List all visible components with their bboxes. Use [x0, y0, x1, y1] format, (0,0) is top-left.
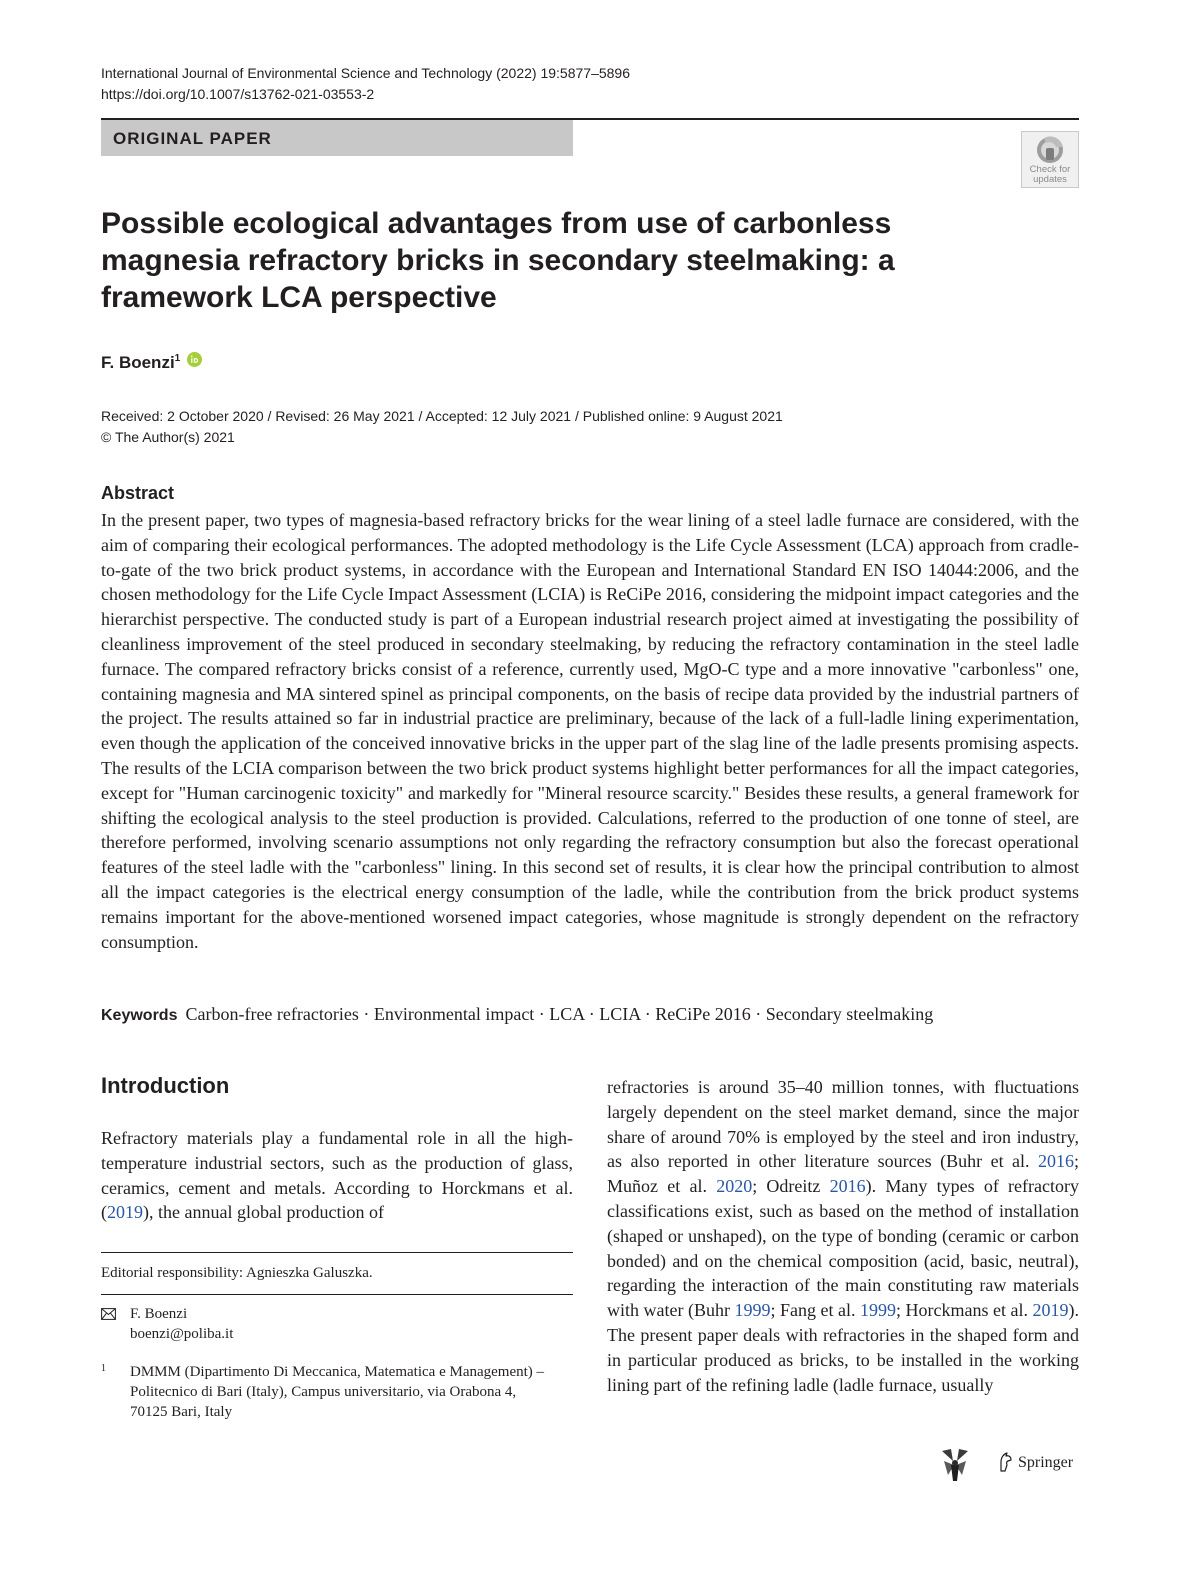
author-name[interactable]: F. Boenzi — [101, 353, 175, 372]
introduction-right-column — [607, 1075, 1079, 1397]
footnote-divider — [101, 1294, 573, 1295]
citation-link[interactable]: 2019 — [1032, 1300, 1069, 1321]
citation-link[interactable]: 2019 — [107, 1202, 143, 1223]
check-updates-text: Check for updates — [1029, 164, 1071, 185]
intro-text-segment: ; Fang et al. — [770, 1300, 861, 1321]
introduction-left-column — [101, 1126, 573, 1225]
abstract-heading: Abstract — [101, 483, 175, 503]
abstract-text: In the present paper, two types of magnesia-based refractory bricks for the wear lining of a steel ladle furnace are considered, with the aim of comparing their ecological performances. The adopted methodology is the Life Cycle Assessment (LCA) approach from cradle-to-gate of the two brick product systems, in accordance with the European and International Standard EN ISO 14044:2006, and the chosen methodology for the Life Cycle Impact Assessment (LCIA) is ReCiPe 2016, considering the midpoint impact categories and the hierarchist perspective. The conducted study is part of a European industrial research project aimed at investigating the possibility of cleanliness improvement of the steel produced in secondary steelmaking, by reducing the refractory contamination in the steel ladle furnace. The compared refractory bricks consist of a reference, currently used, MgO-C type and a more innovative "carbonless" one, containing magnesia and MA sintered spinel as principal components, on the basis of recipe data provided by the industrial partners of the project. The results attained so far in industrial practice are preliminary, because of the lack of a full-ladle lining experimentation, even though the application of the conceived innovative bricks in the upper part of the slag line of the ladle presents promising aspects. The results of the LCIA comparison between the two brick product systems highlight better performances for all the impact categories, except for "Human carcinogenic toxicity" and markedly for "Mineral resource scarcity." Besides these results, a general framework for shifting the ecological analysis to the steel production is provided. Calculations, referred to the production of one tonne of steel, are therefore performed, involving scenario assumptions not only regarding the refractory consumption but also the forecast operational features of the steel ladle with the "carbonless" lining. In this second set of results, it is clear how the principal contribution to almost all the impact categories is the electrical energy consumption of the ladle, while the contribution from the brick product systems remains important for the above-mentioned worsened impact categories, whose magnitude is strongly dependent on the refractory consumption. — [101, 510, 1079, 952]
keywords-section — [101, 1002, 1079, 1028]
footnote-divider — [101, 1252, 573, 1253]
journal-emblem-icon — [940, 1445, 970, 1485]
journal-header — [101, 63, 630, 105]
citation-link[interactable]: 2016 — [1037, 1151, 1074, 1172]
citation-link[interactable]: 2016 — [829, 1176, 866, 1197]
check-updates-icon — [1035, 135, 1065, 165]
envelope-icon — [101, 1308, 116, 1320]
copyright-notice: © The Author(s) 2021 — [101, 429, 235, 445]
contact-name: F. Boenzi — [130, 1306, 188, 1322]
intro-text-segment: ). The present paper deals with refractories in the shaped form and in particular produced as bricks, to be installed in the working lining part of the refining ladle (ladle furnace, usually — [607, 1300, 1080, 1395]
citation-link[interactable]: 1999 — [734, 1300, 771, 1321]
check-for-updates-badge[interactable] — [1021, 131, 1079, 188]
doi-link[interactable]: https://doi.org/10.1007/s13762-021-03553-2 — [101, 86, 375, 102]
intro-text-segment: ; Muñoz et al. — [607, 1151, 1079, 1197]
intro-text-segment: refractories is around 35–40 million tonnes, with fluctuations largely dependent on the steel market demand, since the major share of around 70% is employed by the steel and iron industry, as also reported in other literature sources (Buhr et al. — [607, 1077, 1079, 1172]
contact-email[interactable]: boenzi@poliba.it — [130, 1326, 234, 1342]
publisher-logos — [940, 1445, 1080, 1485]
affiliation-text: DMMM (Dipartimento Di Meccanica, Matematica e Management) – Politecnico di Bari (Italy), Campus universitario, via Orabona 4, 70125 Bari, Italy — [130, 1364, 545, 1420]
keywords-list: Carbon-free refractories · Environmental impact · LCA · LCIA · ReCiPe 2016 · Secondary steelmaking — [185, 1004, 934, 1024]
intro-text-segment: ). Many types of refractory classifications exist, such as based on the method of installation (shaped or unshaped), on the type of bonding (ceramic or carbon bonded) and on the chemical composition (acid, basic, neutral), regarding the interaction of the main constituting raw materials with water (Buhr — [607, 1176, 1079, 1321]
citation-link[interactable]: 1999 — [860, 1300, 897, 1321]
citation-link[interactable]: 2020 — [716, 1176, 753, 1197]
author-affiliation-mark: 1 — [174, 353, 181, 364]
orcid-icon[interactable] — [187, 352, 202, 367]
intro-text-segment: ; Horckmans et al. — [896, 1300, 1033, 1321]
springer-horse-icon — [995, 1451, 1015, 1473]
author-line — [101, 347, 202, 375]
introduction-heading: Introduction — [101, 1073, 230, 1098]
intro-text-segment: Refractory materials play a fundamental role in all the high-temperature industrial sectors, such as the production of glass, ceramics, cement and metals. According to Horckmans et al. ( — [101, 1128, 573, 1223]
article-title: Possible ecological advantages from use of carbonless magnesia refractory bricks in secondary steelmaking: a framework LCA perspective — [101, 207, 895, 314]
publication-dates: Received: 2 October 2020 / Revised: 26 May 2021 / Accepted: 12 July 2021 / Published online: 9 August 2021 — [101, 408, 783, 424]
keywords-label: Keywords — [101, 1007, 178, 1024]
editorial-responsibility: Editorial responsibility: Agnieszka Galuszka. — [101, 1265, 373, 1281]
intro-text-segment: ), the annual global production of — [143, 1202, 384, 1223]
affiliation-number: 1 — [101, 1363, 106, 1374]
publication-history — [101, 406, 783, 448]
publisher-name[interactable]: Springer — [1018, 1454, 1074, 1471]
paper-type-label: ORIGINAL PAPER — [101, 120, 573, 156]
intro-text-segment: ; Odreitz — [752, 1176, 830, 1197]
journal-citation: International Journal of Environmental Science and Technology (2022) 19:5877–5896 — [101, 65, 630, 81]
